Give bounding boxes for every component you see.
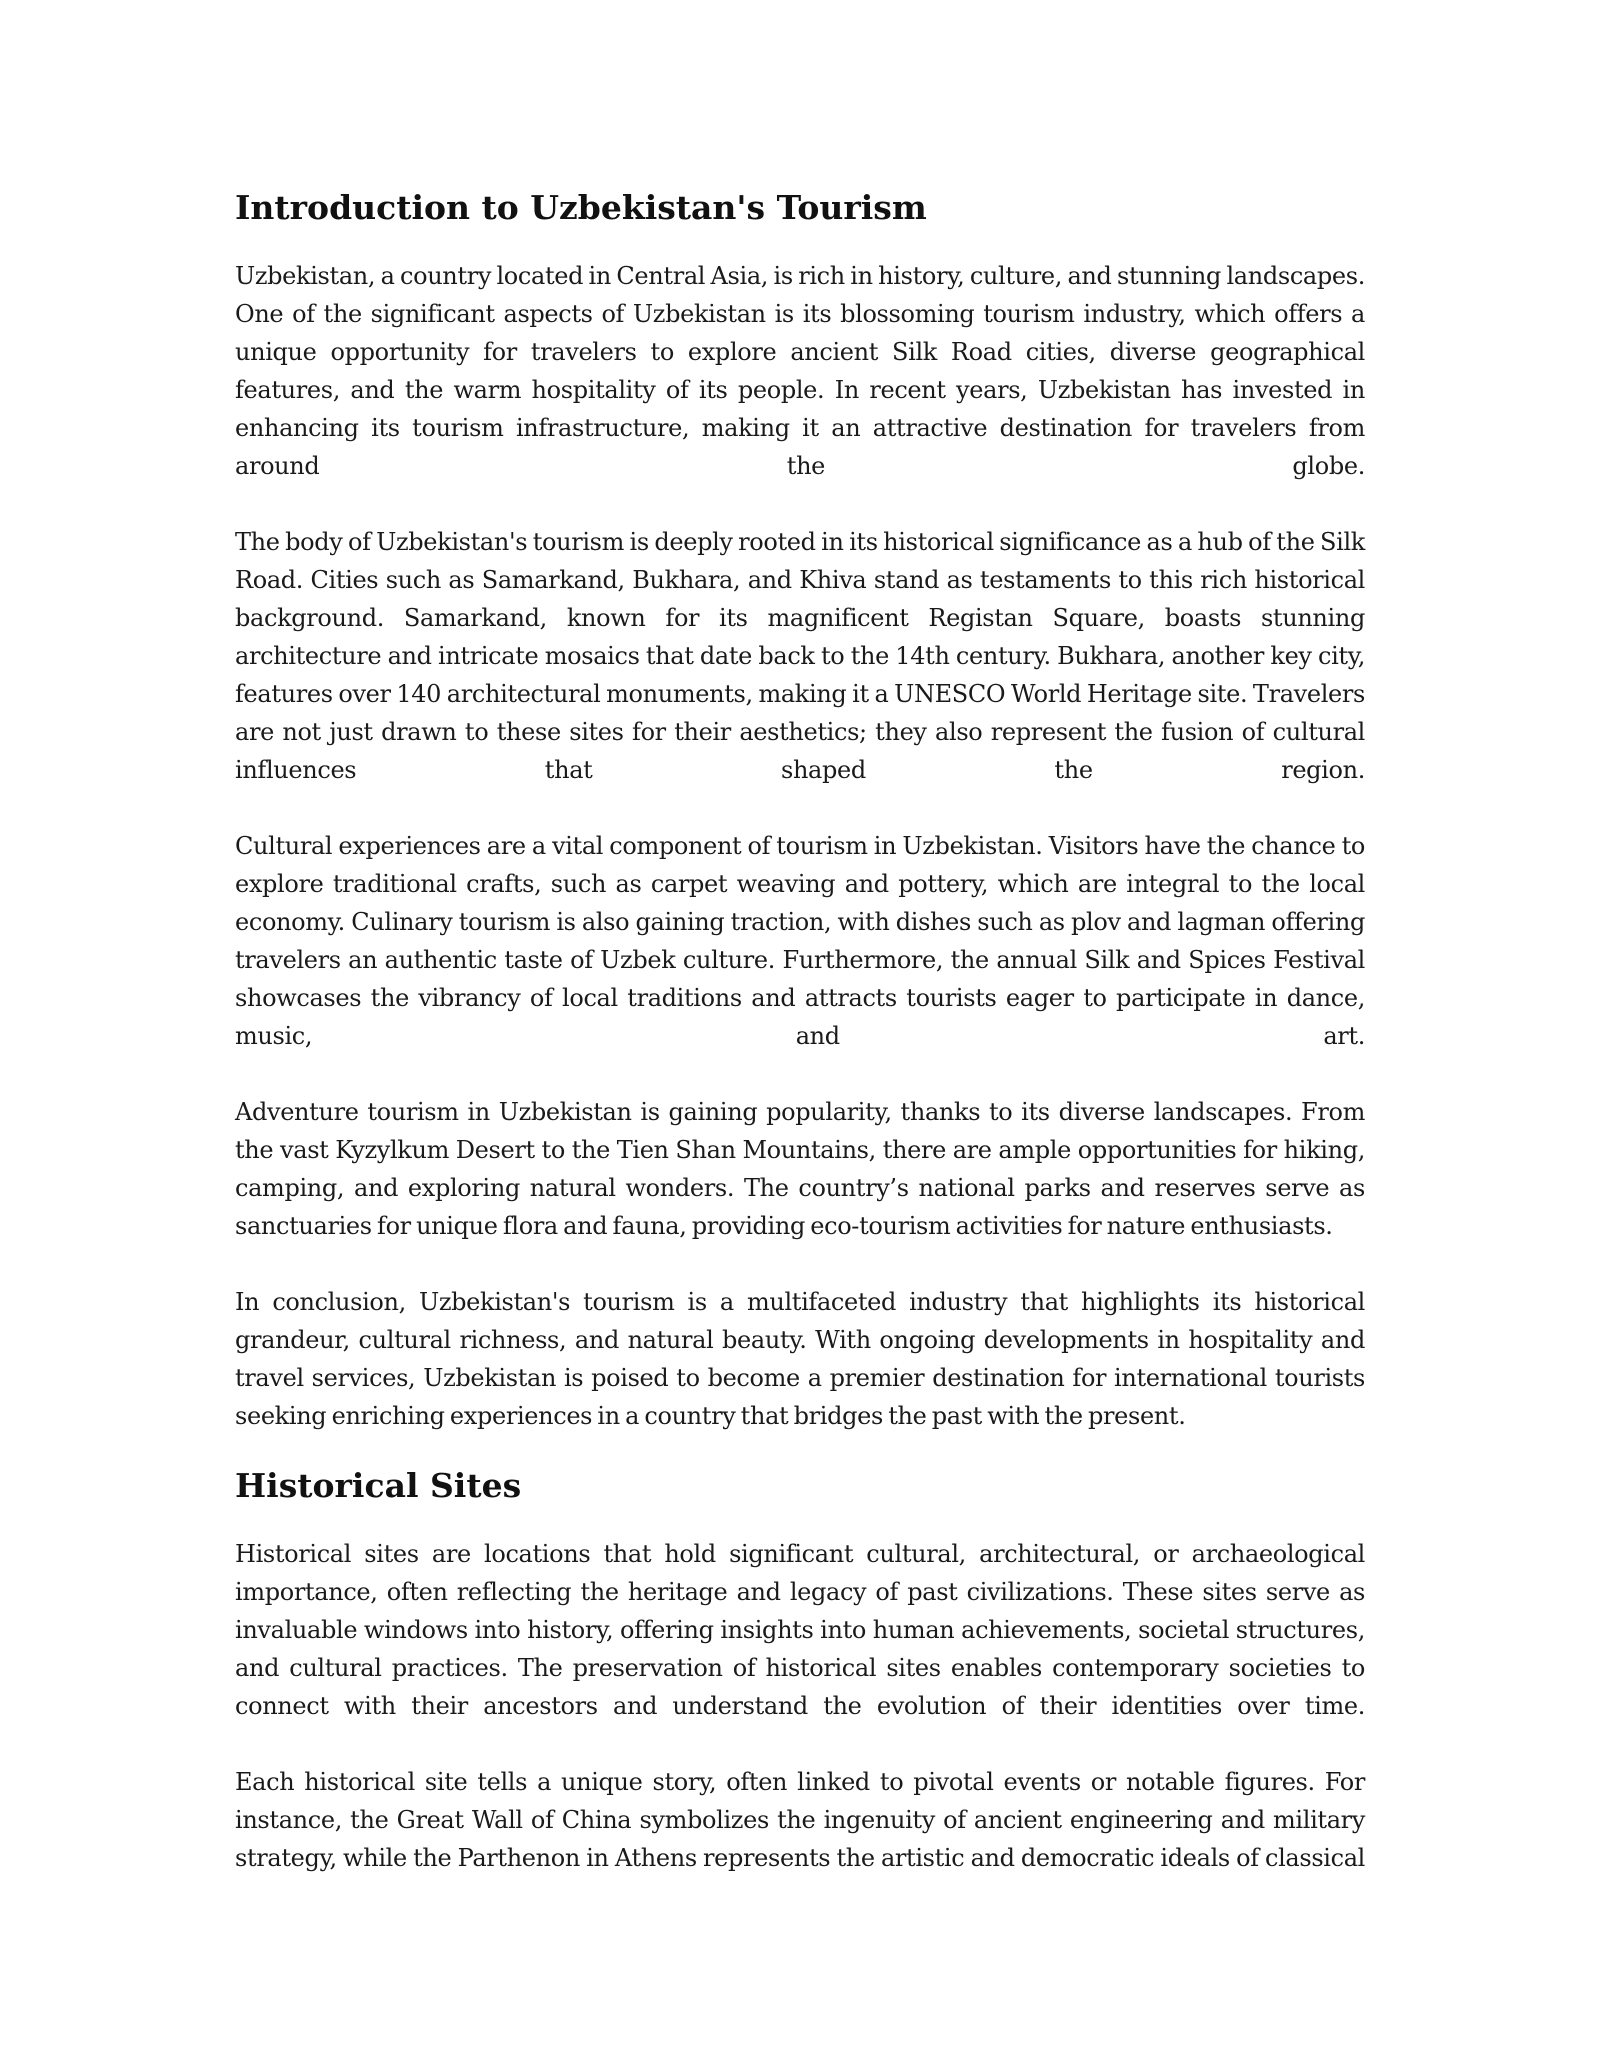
paragraph: Cultural experiences are a vital component of tourism in Uzbekistan. Visitors have the chance to explore traditional crafts, such as carpet weaving and pottery, which are integral to the local economy. Culinary tourism is also gaining traction, with dishes such as plov and lagman offering travelers an authentic taste of Uzbek culture. Furthermore, the annual Silk and Spices Festival showcases the vibrancy of local traditions and attracts tourists eager to participate in dance, music, and art. [235, 832, 1365, 1050]
section-heading: Introduction to Uzbekistan's Tourism [235, 188, 927, 227]
section-heading: Historical Sites [235, 1466, 522, 1505]
paragraph: Each historical site tells a unique story, often linked to pivotal events or notable figures. For instance, the Great Wall of China symbolizes the ingenuity of ancient engineering and military strategy, while the Parthenon in Athens represents the artistic and democratic ideals of classical [235, 1768, 1365, 1872]
document-page [235, 185, 1365, 1915]
paragraph: In conclusion, Uzbekistan's tourism is a multifaceted industry that highlights its historical grandeur, cultural richness, and natural beauty. With ongoing developments in hospitality and travel services, Uzbekistan is poised to become a premier destination for international tourists seeking enriching experiences in a country that bridges the past with the present. [235, 1288, 1365, 1430]
paragraph: Adventure tourism in Uzbekistan is gaining popularity, thanks to its diverse landscapes. From the vast Kyzylkum Desert to the Tien Shan Mountains, there are ample opportunities for hiking, camping, and exploring natural wonders. The country’s national parks and reserves serve as sanctuaries for unique flora and fauna, providing eco-tourism activities for nature enthusiasts. [235, 1098, 1365, 1240]
paragraph: The body of Uzbekistan's tourism is deeply rooted in its historical significance as a hub of the Silk Road. Cities such as Samarkand, Bukhara, and Khiva stand as testaments to this rich historical background. Samarkand, known for its magnificent Registan Square, boasts stunning architecture and intricate mosaics that date back to the 14th century. Bukhara, another key city, features over 140 architectural monuments, making it a UNESCO World Heritage site. Travelers are not just drawn to these sites for their aesthetics; they also represent the fusion of cultural influences that shaped the region. [235, 528, 1365, 784]
paragraph: Historical sites are locations that hold significant cultural, architectural, or archaeological importance, often reflecting the heritage and legacy of past civilizations. These sites serve as invaluable windows into history, offering insights into human achievements, societal structures, and cultural practices. The preservation of historical sites enables contemporary societies to connect with their ancestors and understand the evolution of their identities over time. [235, 1540, 1365, 1720]
paragraph: Uzbekistan, a country located in Central Asia, is rich in history, culture, and stunning landscapes. One of the significant aspects of Uzbekistan is its blossoming tourism industry, which offers a unique opportunity for travelers to explore ancient Silk Road cities, diverse geographical features, and the warm hospitality of its people. In recent years, Uzbekistan has invested in enhancing its tourism infrastructure, making it an attractive destination for travelers from around the globe. [235, 262, 1365, 480]
